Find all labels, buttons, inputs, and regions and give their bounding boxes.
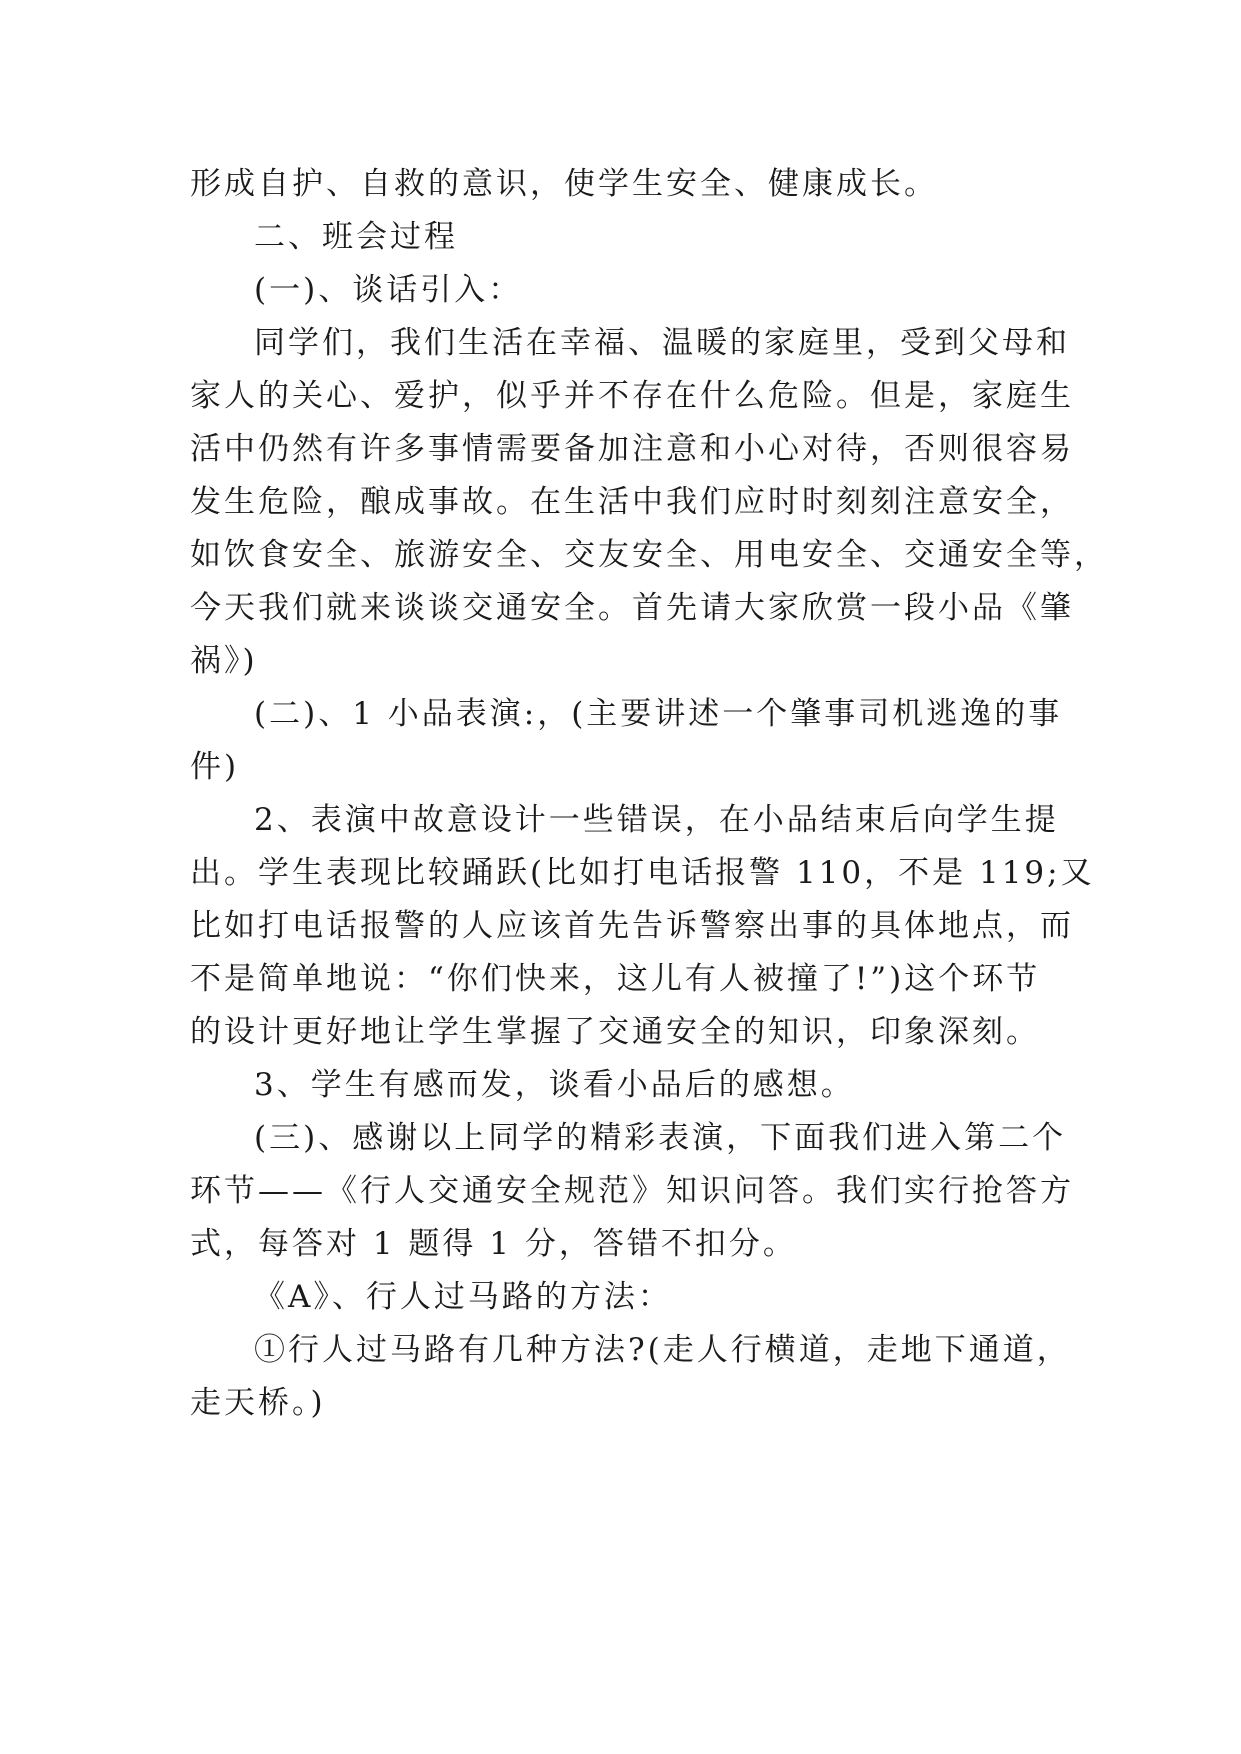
subsection-heading: (一)、谈话引入： (254, 272, 523, 308)
text-line: 如饮食安全、旅游安全、交友安全、用电安全、交通安全等， (190, 537, 1108, 573)
text-line: 不是简单地说：“你们快来，这儿有人被撞了!”)这个环节 (190, 961, 1041, 997)
text-line: 式，每答对 1 题得 1 分，答错不扣分。 (190, 1226, 797, 1262)
text-line: 走天桥。) (190, 1385, 326, 1421)
text-line: 今天我们就来谈谈交通安全。首先请大家欣赏一段小品《肇 (190, 590, 1074, 626)
text-line: 3、学生有感而发，谈看小品后的感想。 (254, 1067, 855, 1103)
document-body (190, 158, 1108, 1430)
text-line: 同学们，我们生活在幸福、温暖的家庭里，受到父母和 (254, 325, 1070, 361)
text-line: 形成自护、自救的意识，使学生安全、健康成长。 (190, 166, 938, 202)
text-line: 出。学生表现比较踊跃(比如打电话报警 110，不是 119;又 (190, 855, 1095, 891)
text-line: 发生危险，酿成事故。在生活中我们应时时刻刻注意安全， (190, 484, 1074, 520)
text-line: 件) (190, 749, 240, 785)
text-line: 的设计更好地让学生掌握了交通安全的知识，印象深刻。 (190, 1014, 1040, 1050)
text-line: 祸》) (190, 643, 258, 679)
subsection-heading: (二)、1 小品表演:，(主要讲述一个肇事司机逃逸的事 (254, 696, 1063, 732)
text-line: 家人的关心、爱护，似乎并不存在什么危险。但是，家庭生 (190, 378, 1074, 414)
subsection-heading: (三)、感谢以上同学的精彩表演，下面我们进入第二个 (254, 1120, 1067, 1156)
text-line: 比如打电话报警的人应该首先告诉警察出事的具体地点，而 (190, 908, 1074, 944)
text-line: 环节——《行人交通安全规范》知识问答。我们实行抢答方 (190, 1173, 1074, 1209)
section-heading: 二、班会过程 (254, 219, 458, 255)
subsection-heading: 《A》、行人过马路的方法： (254, 1279, 672, 1315)
text-line: 2、表演中故意设计一些错误，在小品结束后向学生提 (254, 802, 1059, 838)
text-line: ①行人过马路有几种方法?(走人行横道，走地下通道， (254, 1332, 1071, 1368)
text-line: 活中仍然有许多事情需要备加注意和小心对待，否则很容易 (190, 431, 1074, 467)
